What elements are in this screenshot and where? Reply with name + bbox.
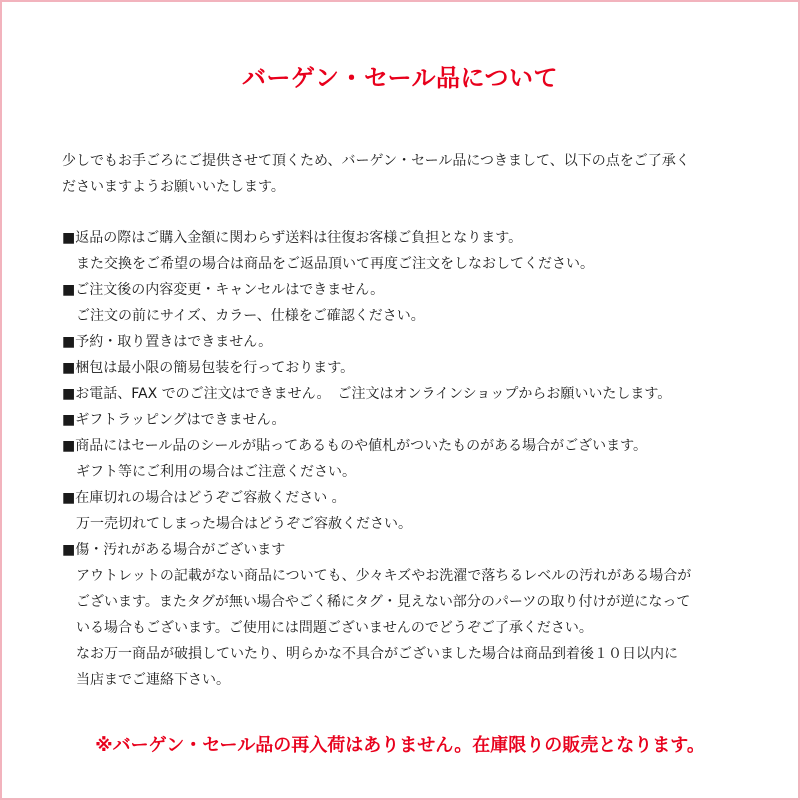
note-line: アウトレットの記載がない商品についても、少々キズやお洗濯で落ちるレベルの汚れがある場合が xyxy=(76,568,692,584)
note-line: また交換をご希望の場合は商品をご返品頂いて再度ご注文をしなおしてください。 xyxy=(76,256,594,272)
note-line: ■商品にはセール品のシールが貼ってあるものや値札がついたものがある場合がございます。 xyxy=(62,438,647,454)
note-line: ■在庫切れの場合はどうぞご容赦ください 。 xyxy=(62,490,346,506)
note-line: ■予約・取り置きはできません。 xyxy=(62,334,273,350)
note-line: ■梱包は最小限の簡易包装を行っております。 xyxy=(62,360,355,376)
note-line: ■傷・汚れがある場合がございます xyxy=(62,542,286,558)
note-line: ギフト等にご利用の場合はご注意ください。 xyxy=(76,464,356,480)
note-line: ■お電話、FAX でのご注文はできません。 ご注文はオンラインショップからお願いいたします。 xyxy=(62,386,672,402)
page-title: バーゲン・セール品について xyxy=(241,64,559,92)
note-line: ■ご注文後の内容変更・キャンセルはできません。 xyxy=(62,282,385,298)
note-line: なお万一商品が破損していたり、明らかな不具合がございました場合は商品到着後１０日以内に xyxy=(76,646,678,662)
note-line: ご注文の前にサイズ、カラー、仕様をご確認ください。 xyxy=(76,308,425,324)
note-line: いる場合もございます。ご使用には問題ございませんのでどうぞご了承ください。 xyxy=(76,620,593,636)
note-line: 万一売切れてしまった場合はどうぞご容赦ください。 xyxy=(76,516,412,532)
intro-line: 少しでもお手ごろにご提供させて頂くため、バーゲン・セール品につきまして、以下の点をご了承く xyxy=(62,153,690,169)
notes-list xyxy=(62,225,762,693)
note-line: 当店までご連絡下さい。 xyxy=(76,672,230,688)
footer-notice: ※バーゲン・セール品の再入荷はありません。在庫限りの販売となります。 xyxy=(95,735,705,756)
note-line: ございます。またタグが無い場合やごく稀にタグ・見えない部分のパーツの取り付けが逆になって xyxy=(76,594,691,610)
intro-paragraph xyxy=(62,148,752,200)
intro-line: ださいますようお願いいたします。 xyxy=(62,179,285,195)
note-line: ■返品の際はご購入金額に関わらず送料は往復お客様ご負担となります。 xyxy=(62,230,523,246)
note-line: ■ギフトラッピングはできません。 xyxy=(62,412,286,428)
